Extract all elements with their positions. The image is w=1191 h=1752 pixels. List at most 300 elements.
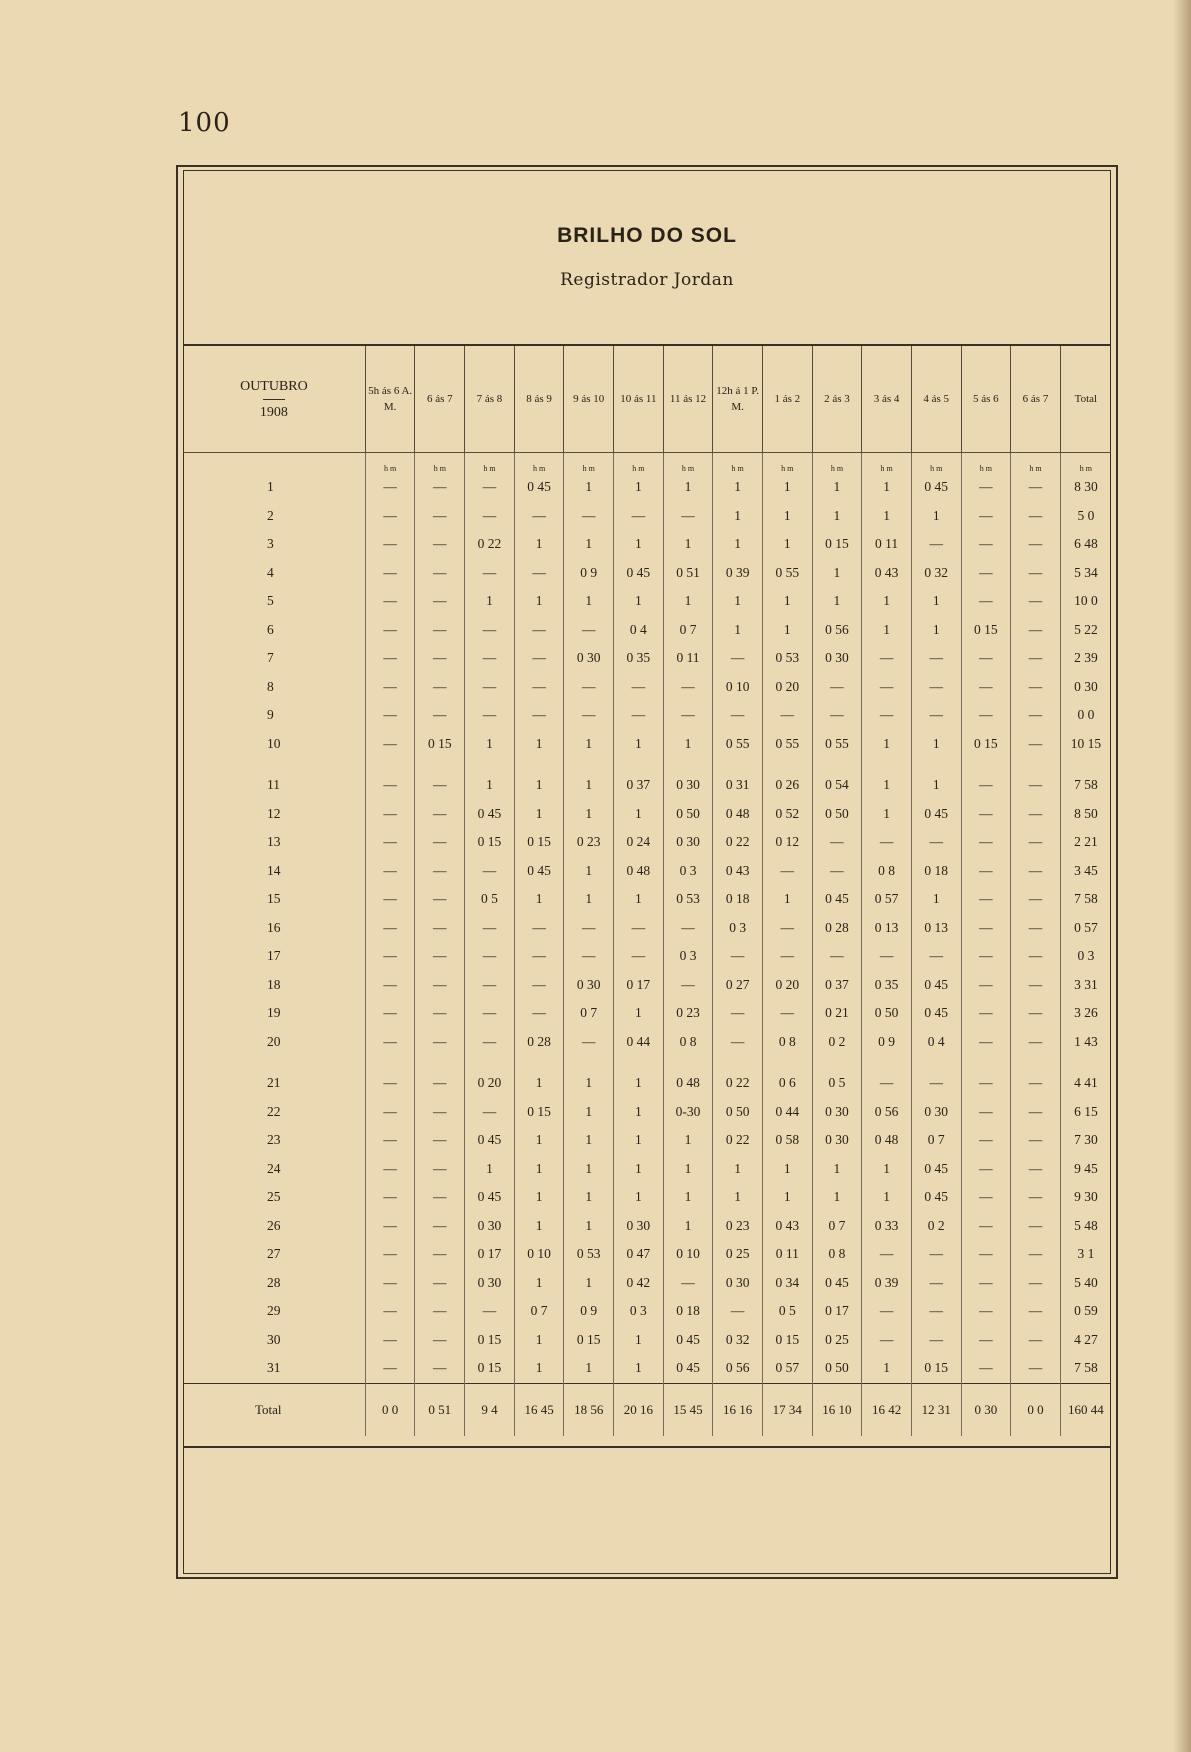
value-cell: — (514, 914, 564, 943)
value-cell: 0 57 (762, 1354, 812, 1383)
value-cell: 0 23 (663, 999, 713, 1028)
value-cell: 1 (713, 1183, 763, 1212)
table-row (183, 828, 1111, 857)
day-cell: 22 (267, 1103, 281, 1119)
value-cell: — (365, 530, 415, 559)
value-cell: — (415, 559, 465, 588)
value-cell: 0 48 (614, 857, 664, 886)
value-cell: — (415, 673, 465, 702)
year-divider (263, 399, 285, 400)
value-cell: 1 (514, 1069, 564, 1098)
value-cell: — (862, 1326, 912, 1355)
value-cell: 1 (614, 530, 664, 559)
day-cell: 1 (267, 479, 274, 495)
value-cell: 0 44 (614, 1028, 664, 1057)
value-cell: 0 9 (564, 559, 614, 588)
value-cell: 0 52 (762, 800, 812, 829)
value-cell: 2 21 (1060, 828, 1111, 857)
value-cell: — (663, 1269, 713, 1298)
value-cell: 1 (762, 587, 812, 616)
col-header: 1 ás 2 (762, 346, 812, 453)
value-cell: — (365, 644, 415, 673)
value-cell: 0 8 (862, 857, 912, 886)
value-cell: — (1011, 1240, 1061, 1269)
value-cell: 0 42 (614, 1269, 664, 1298)
value-cell: 1 (762, 616, 812, 645)
value-cell: — (762, 999, 812, 1028)
value-cell: 0 45 (614, 559, 664, 588)
value-cell: 0 8 (762, 1028, 812, 1057)
day-cell: 10 (267, 735, 281, 751)
value-cell: — (1011, 1155, 1061, 1184)
value-cell: 0 10 (663, 1240, 713, 1269)
value-cell: 0 58 (762, 1126, 812, 1155)
table-row (183, 1126, 1111, 1155)
value-cell: 0 15 (514, 828, 564, 857)
unit-label: h m (564, 453, 614, 474)
spacer-cell (365, 1056, 415, 1069)
value-cell: — (1011, 644, 1061, 673)
value-cell: — (365, 502, 415, 531)
value-cell: — (365, 828, 415, 857)
value-cell: — (1011, 673, 1061, 702)
value-cell: 1 (713, 473, 763, 502)
day-cell: 27 (267, 1246, 281, 1262)
total-cell: 0 51 (415, 1383, 465, 1436)
value-cell: — (961, 914, 1011, 943)
spacer-cell (911, 1056, 961, 1069)
value-cell: — (1011, 885, 1061, 914)
table-row (183, 1098, 1111, 1127)
total-cell: 16 16 (713, 1383, 763, 1436)
value-cell: — (911, 1269, 961, 1298)
value-cell: 0 45 (514, 473, 564, 502)
value-cell: — (713, 1297, 763, 1326)
value-cell: — (465, 616, 515, 645)
value-cell: — (1011, 942, 1061, 971)
value-cell: 1 (862, 1183, 912, 1212)
value-cell: — (514, 701, 564, 730)
table-row (183, 1354, 1111, 1383)
unit-label: h m (663, 453, 713, 474)
value-cell: — (415, 1155, 465, 1184)
day-cell: 3 (267, 536, 274, 552)
spacer-cell (183, 1056, 365, 1069)
value-cell: 0 26 (762, 771, 812, 800)
value-cell: 1 (614, 1098, 664, 1127)
value-cell: 0 4 (614, 616, 664, 645)
value-cell: — (911, 828, 961, 857)
table-row (183, 587, 1111, 616)
value-cell: — (415, 1354, 465, 1383)
value-cell: — (415, 999, 465, 1028)
value-cell: 0 32 (713, 1326, 763, 1355)
unit-label: h m (812, 453, 862, 474)
total-cell: 16 42 (862, 1383, 912, 1436)
value-cell: 0 11 (762, 1240, 812, 1269)
spacer-cell (862, 758, 912, 771)
value-cell: 3 1 (1060, 1240, 1111, 1269)
month-label: OUTUBRO (240, 378, 308, 394)
table-row (183, 1269, 1111, 1298)
col-header: 6 ás 7 (1011, 346, 1061, 453)
table-row (183, 616, 1111, 645)
value-cell: — (762, 942, 812, 971)
value-cell: 0 23 (713, 1212, 763, 1241)
value-cell: — (614, 914, 664, 943)
value-cell: — (1011, 701, 1061, 730)
value-cell: 3 45 (1060, 857, 1111, 886)
value-cell: 0 56 (862, 1098, 912, 1127)
value-cell: — (465, 971, 515, 1000)
value-cell: — (911, 1069, 961, 1098)
value-cell: — (961, 530, 1011, 559)
value-cell: 0 22 (713, 1069, 763, 1098)
value-cell: 0 18 (911, 857, 961, 886)
value-cell: 0 45 (911, 971, 961, 1000)
value-cell: 1 (614, 999, 664, 1028)
spacer-cell (762, 1056, 812, 1069)
value-cell: — (663, 971, 713, 1000)
page-edge-shadow (1173, 0, 1191, 1752)
total-cell: 15 45 (663, 1383, 713, 1436)
value-cell: — (961, 1069, 1011, 1098)
value-cell: — (961, 559, 1011, 588)
value-cell: 0 7 (812, 1212, 862, 1241)
value-cell: 1 (911, 502, 961, 531)
table-row (183, 1028, 1111, 1057)
value-cell: — (415, 1212, 465, 1241)
value-cell: 1 (514, 1155, 564, 1184)
table-row (183, 800, 1111, 829)
value-cell: 0 45 (911, 1155, 961, 1184)
value-cell: — (961, 1326, 1011, 1355)
value-cell: 0 50 (713, 1098, 763, 1127)
unit-label: h m (911, 453, 961, 474)
table-title: BRILHO DO SOL (557, 224, 737, 247)
value-cell: 1 (713, 616, 763, 645)
value-cell: 0 30 (614, 1212, 664, 1241)
unit-label: h m (514, 453, 564, 474)
spacer-row (183, 1056, 1111, 1069)
value-cell: 0 53 (762, 644, 812, 673)
value-cell: 0 15 (465, 1326, 515, 1355)
value-cell: — (862, 673, 912, 702)
value-cell: 1 (564, 1183, 614, 1212)
value-cell: — (862, 701, 912, 730)
value-cell: — (564, 942, 614, 971)
value-cell: 0 34 (762, 1269, 812, 1298)
value-cell: — (514, 644, 564, 673)
value-cell: 1 (762, 502, 812, 531)
value-cell: 0 45 (911, 473, 961, 502)
day-cell: 31 (267, 1360, 281, 1376)
value-cell: — (415, 857, 465, 886)
value-cell: 0 45 (663, 1354, 713, 1383)
value-cell: 1 (614, 587, 664, 616)
value-cell: — (961, 971, 1011, 1000)
value-cell: — (713, 701, 763, 730)
table-row (183, 701, 1111, 730)
value-cell: 1 (762, 885, 812, 914)
day-cell: 4 (267, 564, 274, 580)
value-cell: 0 18 (713, 885, 763, 914)
value-cell: 0 7 (911, 1126, 961, 1155)
value-cell: 0 35 (862, 971, 912, 1000)
value-cell: 0 48 (713, 800, 763, 829)
value-cell: 0 45 (465, 1183, 515, 1212)
value-cell: — (1011, 1354, 1061, 1383)
value-cell: 0 25 (713, 1240, 763, 1269)
spacer-cell (1011, 758, 1061, 771)
value-cell: 1 (911, 885, 961, 914)
value-cell: 1 (564, 473, 614, 502)
day-cell: 21 (267, 1075, 281, 1091)
day-cell: 7 (267, 650, 274, 666)
spacer-row (183, 758, 1111, 771)
value-cell: — (365, 999, 415, 1028)
value-cell: — (862, 828, 912, 857)
table-bottom-rule (183, 1446, 1111, 1448)
value-cell: — (961, 502, 1011, 531)
value-cell: 1 (564, 771, 614, 800)
value-cell: — (365, 1183, 415, 1212)
value-cell: 0 2 (812, 1028, 862, 1057)
value-cell: 0 5 (465, 885, 515, 914)
value-cell: — (762, 701, 812, 730)
value-cell: — (1011, 473, 1061, 502)
value-cell: 0 33 (862, 1212, 912, 1241)
value-cell: 9 45 (1060, 1155, 1111, 1184)
unit-label: h m (614, 453, 664, 474)
value-cell: — (762, 914, 812, 943)
value-cell: — (1011, 800, 1061, 829)
value-cell: 0 22 (713, 1126, 763, 1155)
value-cell: — (415, 1326, 465, 1355)
value-cell: — (465, 673, 515, 702)
value-cell: 7 58 (1060, 771, 1111, 800)
day-cell: 24 (267, 1160, 281, 1176)
table-row (183, 730, 1111, 759)
value-cell: 0 8 (812, 1240, 862, 1269)
value-cell: 1 (564, 1155, 614, 1184)
value-cell: 1 (713, 1155, 763, 1184)
value-cell: 1 (564, 1354, 614, 1383)
value-cell: 1 (862, 473, 912, 502)
value-cell: 0 54 (812, 771, 862, 800)
table-row (183, 1326, 1111, 1355)
value-cell: — (614, 502, 664, 531)
spacer-cell (465, 758, 515, 771)
value-cell: — (514, 942, 564, 971)
value-cell: — (911, 942, 961, 971)
value-cell: 1 (812, 473, 862, 502)
value-cell: 0 43 (862, 559, 912, 588)
value-cell: — (365, 885, 415, 914)
value-cell: 6 15 (1060, 1098, 1111, 1127)
value-cell: 1 (564, 1212, 614, 1241)
value-cell: — (1011, 1069, 1061, 1098)
spacer-cell (812, 1056, 862, 1069)
value-cell: 1 (465, 587, 515, 616)
value-cell: 0 31 (713, 771, 763, 800)
value-cell: — (961, 1212, 1011, 1241)
value-cell: 1 (564, 1098, 614, 1127)
value-cell: 1 (812, 502, 862, 531)
value-cell: — (713, 999, 763, 1028)
value-cell: — (415, 971, 465, 1000)
value-cell: — (514, 673, 564, 702)
value-cell: — (365, 1297, 415, 1326)
value-cell: — (365, 1069, 415, 1098)
value-cell: 2 39 (1060, 644, 1111, 673)
value-cell: — (415, 530, 465, 559)
spacer-cell (961, 758, 1011, 771)
value-cell: — (862, 1297, 912, 1326)
value-cell: 0 9 (564, 1297, 614, 1326)
value-cell: 0 30 (465, 1212, 515, 1241)
value-cell: 5 22 (1060, 616, 1111, 645)
value-cell: — (514, 559, 564, 588)
value-cell: — (1011, 1098, 1061, 1127)
total-cell: 9 4 (465, 1383, 515, 1436)
value-cell: 1 (862, 800, 912, 829)
sunshine-table (183, 346, 1111, 1436)
value-cell: 1 (762, 1155, 812, 1184)
table-row (183, 530, 1111, 559)
unit-label: h m (365, 453, 415, 474)
table-row (183, 885, 1111, 914)
value-cell: — (365, 1126, 415, 1155)
value-cell: 0 30 (465, 1269, 515, 1298)
value-cell: 0 30 (713, 1269, 763, 1298)
table-row (183, 502, 1111, 531)
value-cell: — (911, 530, 961, 559)
value-cell: — (1011, 1269, 1061, 1298)
value-cell: — (415, 1069, 465, 1098)
value-cell: — (365, 800, 415, 829)
value-cell: — (812, 857, 862, 886)
value-cell: — (564, 616, 614, 645)
value-cell: — (1011, 1297, 1061, 1326)
value-cell: 0 35 (614, 644, 664, 673)
value-cell: — (1011, 502, 1061, 531)
col-header: 11 ás 12 (663, 346, 713, 453)
value-cell: 1 (514, 885, 564, 914)
col-header: 5h ás 6 A. M. (365, 346, 415, 453)
value-cell: — (911, 644, 961, 673)
spacer-cell (1060, 758, 1111, 771)
value-cell: 0 15 (465, 1354, 515, 1383)
value-cell: — (911, 1297, 961, 1326)
value-cell: — (1011, 971, 1061, 1000)
value-cell: — (415, 1098, 465, 1127)
value-cell: 1 (762, 473, 812, 502)
value-cell: — (1011, 771, 1061, 800)
value-cell: 0 18 (663, 1297, 713, 1326)
value-cell: 7 58 (1060, 885, 1111, 914)
value-cell: — (961, 1028, 1011, 1057)
day-cell: 29 (267, 1303, 281, 1319)
value-cell: 1 (762, 530, 812, 559)
spacer-cell (1011, 1056, 1061, 1069)
value-cell: — (862, 942, 912, 971)
total-cell: 20 16 (614, 1383, 664, 1436)
value-cell: 6 48 (1060, 530, 1111, 559)
value-cell: 0 37 (812, 971, 862, 1000)
value-cell: — (1011, 1028, 1061, 1057)
value-cell: 1 (762, 1183, 812, 1212)
value-cell: 1 (564, 800, 614, 829)
value-cell: — (465, 473, 515, 502)
value-cell: — (812, 673, 862, 702)
value-cell: — (365, 1269, 415, 1298)
total-label: Total (183, 1383, 365, 1436)
value-cell: — (415, 587, 465, 616)
value-cell: 0 3 (614, 1297, 664, 1326)
value-cell: 0 22 (713, 828, 763, 857)
value-cell: 0 5 (762, 1297, 812, 1326)
value-cell: 1 (564, 1069, 614, 1098)
value-cell: 0 50 (812, 800, 862, 829)
day-cell: 9 (267, 707, 274, 723)
total-cell: 0 30 (961, 1383, 1011, 1436)
total-cell: 18 56 (564, 1383, 614, 1436)
table-row (183, 771, 1111, 800)
page-number: 100 (178, 108, 231, 138)
value-cell: 1 (812, 1155, 862, 1184)
value-cell: 0 30 (911, 1098, 961, 1127)
table-row (183, 971, 1111, 1000)
spacer-cell (564, 758, 614, 771)
day-cell: 15 (267, 891, 281, 907)
col-header: 8 ás 9 (514, 346, 564, 453)
value-cell: — (365, 473, 415, 502)
value-cell: 1 (862, 1354, 912, 1383)
value-cell: 0 45 (911, 999, 961, 1028)
value-cell: 1 (862, 587, 912, 616)
day-cell: 8 (267, 678, 274, 694)
spacer-cell (812, 758, 862, 771)
value-cell: 0 30 (1060, 673, 1111, 702)
value-cell: 5 0 (1060, 502, 1111, 531)
spacer-cell (713, 1056, 763, 1069)
value-cell: 1 (713, 530, 763, 559)
value-cell: 0 51 (663, 559, 713, 588)
spacer-cell (465, 1056, 515, 1069)
value-cell: 7 58 (1060, 1354, 1111, 1383)
value-cell: 0 45 (465, 1126, 515, 1155)
value-cell: 1 (862, 616, 912, 645)
value-cell: 0 11 (862, 530, 912, 559)
value-cell: — (911, 1240, 961, 1269)
spacer-cell (713, 758, 763, 771)
value-cell: — (415, 771, 465, 800)
value-cell: 1 (614, 1354, 664, 1383)
value-cell: — (1011, 828, 1061, 857)
col-header: 7 ás 8 (465, 346, 515, 453)
value-cell: — (365, 1240, 415, 1269)
value-cell: — (415, 885, 465, 914)
value-cell: — (961, 1183, 1011, 1212)
value-cell: 0 15 (961, 730, 1011, 759)
value-cell: — (465, 1098, 515, 1127)
value-cell: — (713, 1028, 763, 1057)
value-cell: 7 30 (1060, 1126, 1111, 1155)
value-cell: 0 56 (812, 616, 862, 645)
unit-label: h m (862, 453, 912, 474)
unit-label: h m (465, 453, 515, 474)
